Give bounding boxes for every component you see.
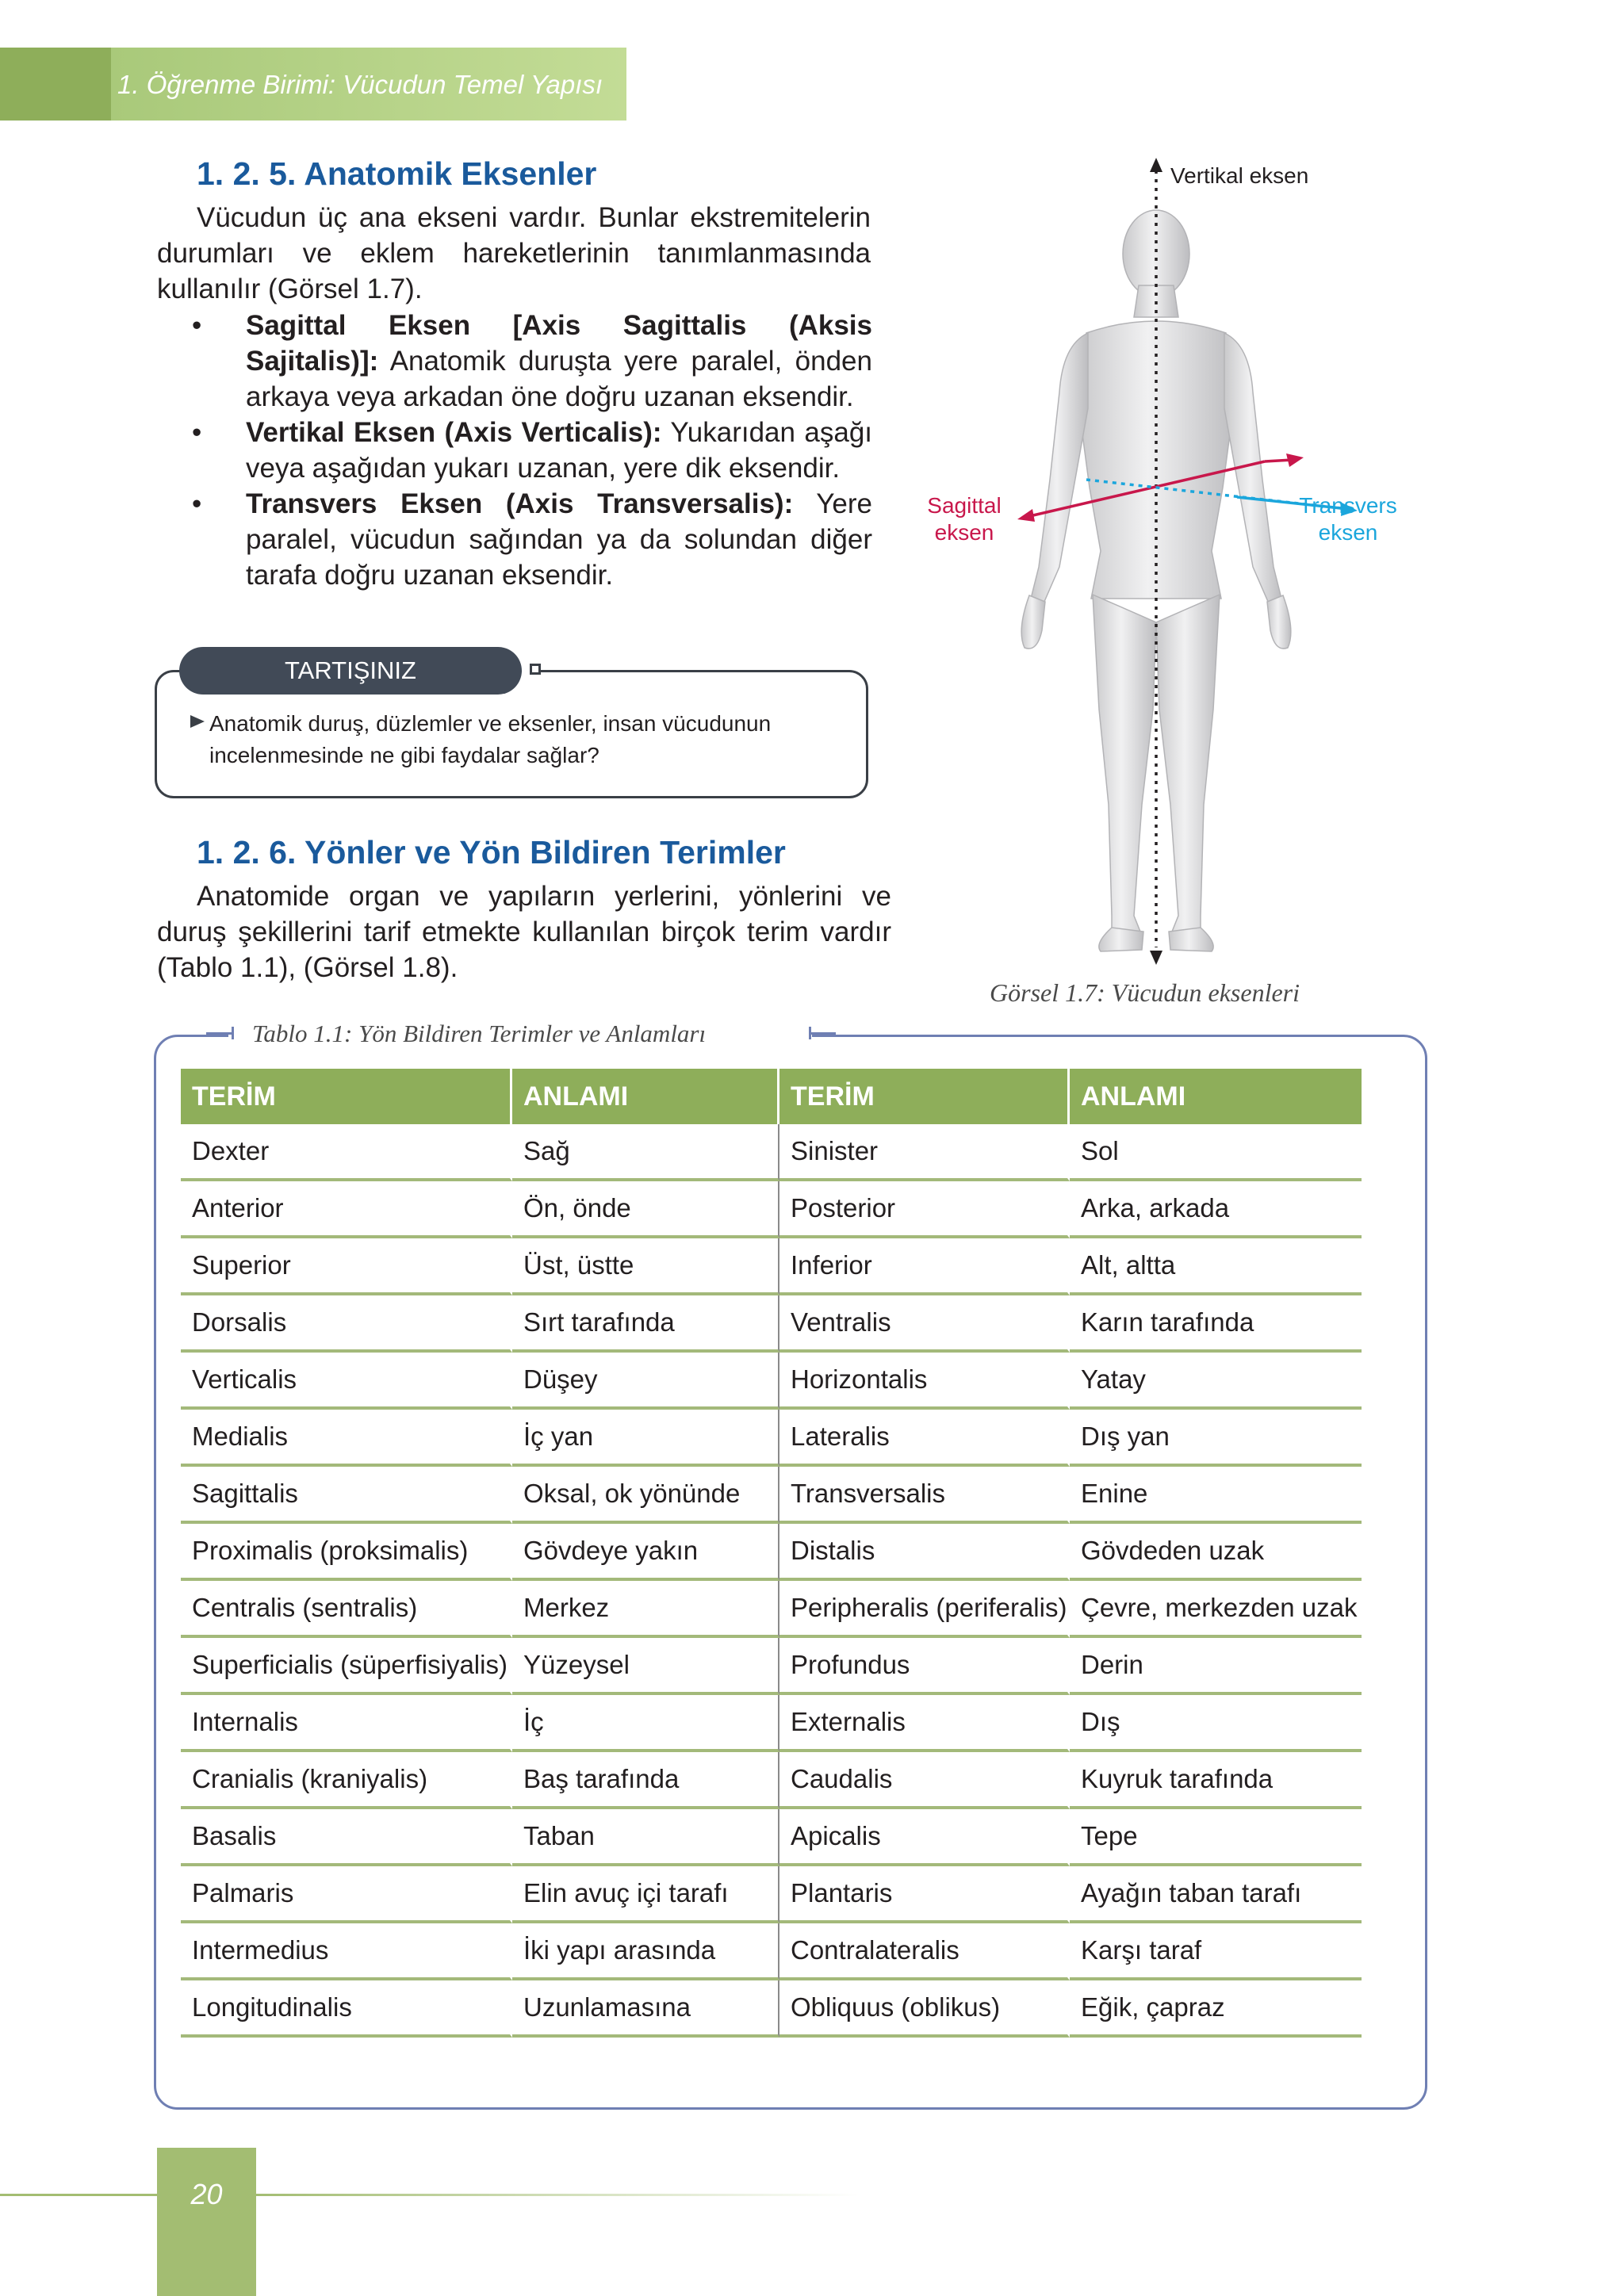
bullet-dot: • [192,310,202,341]
connector-square [530,664,541,675]
term-cell: Horizontalis [779,1353,1070,1410]
meaning-cell: Tepe [1070,1809,1362,1866]
bullet-dot: • [192,417,202,448]
term-cell: Sagittalis [181,1467,512,1524]
term-cell: Internalis [181,1695,512,1752]
meaning-cell: Dış [1070,1695,1362,1752]
term-cell: Posterior [779,1181,1070,1238]
table-row [181,1638,1362,1695]
table-row [181,1695,1362,1752]
table-row [181,1809,1362,1866]
meaning-cell: Kuyruk tarafında [1070,1752,1362,1809]
page-number: 20 [190,2178,223,2210]
meaning-cell: Dış yan [1070,1410,1362,1467]
term-cell: Transversalis [779,1467,1070,1524]
meaning-cell: Sağ [512,1124,779,1181]
table-row [181,1238,1362,1295]
meaning-cell: Çevre, merkezden uzak [1070,1581,1362,1638]
section-title-anatomic-axes: 1. 2. 5. Anatomik Eksenler [197,155,597,192]
term-cell: Dexter [181,1124,512,1181]
meaning-cell: Baş tarafında [512,1752,779,1809]
term-cell: Anterior [181,1181,512,1238]
transvers-axis-label-line2: eksen [1318,520,1378,545]
meaning-cell: Üst, üstte [512,1238,779,1295]
term-cell: Verticalis [181,1353,512,1410]
term-cell: Peripheralis (periferalis) [779,1581,1070,1638]
footer-rule-right [256,2194,859,2196]
axes-bullet-list [159,308,872,593]
caption-rule-right [809,1032,836,1035]
sagittal-axis-arrow-left [1017,509,1035,522]
section-title-direction-terms: 1. 2. 6. Yönler ve Yön Bildiren Terimler [197,834,786,871]
column-header: ANLAMI [1070,1069,1362,1124]
term-cell: Centralis (sentralis) [181,1581,512,1638]
table-body [181,1124,1362,2038]
term-cell: Plantaris [779,1866,1070,1923]
sagittal-axis-label-line1: Sagittal [927,493,1002,518]
meaning-cell: Arka, arkada [1070,1181,1362,1238]
term-cell: Contralateralis [779,1923,1070,1980]
bullet-dot: • [192,488,202,519]
table-header-row [181,1069,1362,1124]
term-cell: Ventralis [779,1295,1070,1353]
body-axes-illustration [904,155,1396,975]
meaning-cell: Düşey [512,1353,779,1410]
arrow-right-icon [189,713,206,730]
direction-intro-paragraph: Anatomide organ ve yapıların yerlerini, yönlerini ve duruş şekillerini tarif etmekte kullanılan birçok terim vardır (Tablo 1.1), (Görsel 1.8). [157,881,891,983]
meaning-cell: Elin avuç içi tarafı [512,1866,779,1923]
term-cell: Proximalis (proksimalis) [181,1524,512,1581]
term-cell: Obliquus (oblikus) [779,1980,1070,2038]
bullet-text: Yukarıdan aşağı veya aşağıdan yukarı uzanan, yere dik eksendir. [246,417,873,484]
meaning-cell: İç [512,1695,779,1752]
meaning-cell: Alt, altta [1070,1238,1362,1295]
page-number-tab [157,2148,256,2296]
meaning-cell: Sol [1070,1124,1362,1181]
meaning-cell: Karın tarafında [1070,1295,1362,1353]
vertical-axis-arrow-bottom [1150,951,1162,965]
meaning-cell: İç yan [512,1410,779,1467]
table-row [181,1866,1362,1923]
meaning-cell: Eğik, çapraz [1070,1980,1362,2038]
term-cell: Medialis [181,1410,512,1467]
footer-rule-left [0,2194,157,2196]
term-cell: Palmaris [181,1866,512,1923]
table-caption: Tablo 1.1: Yön Bildiren Terimler ve Anlamları [252,1020,707,1047]
table-row [181,1923,1362,1980]
meaning-cell: Merkez [512,1581,779,1638]
term-cell: Apicalis [779,1809,1070,1866]
term-cell: Lateralis [779,1410,1070,1467]
table-row [181,1581,1362,1638]
caption-rule-left [206,1032,233,1035]
table-row [181,1410,1362,1467]
table-row [181,1752,1362,1809]
transvers-axis-label-line1: Transvers [1299,493,1397,518]
column-header: TERİM [779,1069,1070,1124]
meaning-cell: Derin [1070,1638,1362,1695]
table-row [181,1295,1362,1353]
table-row [181,1524,1362,1581]
meaning-cell: Yatay [1070,1353,1362,1410]
term-cell: Superior [181,1238,512,1295]
term-cell: Caudalis [779,1752,1070,1809]
meaning-cell: Ön, önde [512,1181,779,1238]
bullet-sagittal [159,308,872,415]
meaning-cell: Gövdeden uzak [1070,1524,1362,1581]
column-header: TERİM [181,1069,512,1124]
vertical-axis-label: Vertikal eksen [1170,163,1309,188]
term-cell: Distalis [779,1524,1070,1581]
meaning-cell: Taban [512,1809,779,1866]
meaning-cell: Enine [1070,1467,1362,1524]
bullet-text: Anatomik duruşta yere paralel, önden arkaya veya arkadan öne doğru uzanan eksendir. [246,346,872,412]
table-row [181,1980,1362,2038]
term-cell: Longitudinalis [181,1980,512,2038]
table-row [181,1353,1362,1410]
meaning-cell: Gövdeye yakın [512,1524,779,1581]
unit-title: 1. Öğrenme Birimi: Vücudun Temel Yapısı [117,70,603,99]
caption-tick-left [232,1027,234,1039]
table-row [181,1124,1362,1181]
term-cell: Externalis [779,1695,1070,1752]
bullet-term: Transvers Eksen (Axis Transversalis): [246,488,794,519]
meaning-cell: Oksal, ok yönünde [512,1467,779,1524]
term-cell: Inferior [779,1238,1070,1295]
bullet-transvers [159,486,872,593]
meaning-cell: Sırt tarafında [512,1295,779,1353]
term-cell: Sinister [779,1124,1070,1181]
table-row [181,1467,1362,1524]
meaning-cell: İki yapı arasında [512,1923,779,1980]
discussion-question: Anatomik duruş, düzlemler ve eksenler, insan vücudunun incelenmesinde ne gibi faydalar sağlar? [209,711,772,767]
header-accent [0,48,111,121]
term-cell: Profundus [779,1638,1070,1695]
discussion-label: TARTIŞINIZ [179,647,522,695]
meaning-cell: Uzunlamasına [512,1980,779,2038]
term-cell: Basalis [181,1809,512,1866]
column-header: ANLAMI [512,1069,779,1124]
meaning-cell: Karşı taraf [1070,1923,1362,1980]
term-cell: Cranialis (kraniyalis) [181,1752,512,1809]
caption-tick-right [809,1027,811,1039]
bullet-term: Vertikal Eksen (Axis Verticalis): [246,417,662,448]
direction-terms-table [181,1069,1362,2038]
term-cell: Dorsalis [181,1295,512,1353]
vertical-axis-arrow-top [1150,158,1162,172]
bullet-vertical [159,415,872,486]
table-row [181,1181,1362,1238]
axes-intro-paragraph: Vücudun üç ana ekseni vardır. Bunlar ekstremitelerin durumları ve eklem hareketlerinin tanımlanmasında kullanılır (Görsel 1.7). [157,202,871,304]
bullet-text: Yere paralel, vücudun sağından ya da solundan diğer tarafa doğru uzanan eksendir. [246,488,873,591]
term-cell: Intermedius [181,1923,512,1980]
bullet-term: Sagittal Eksen [Axis Sagittalis (Aksis Sajitalis)]: [246,310,872,377]
figure-caption: Görsel 1.7: Vücudun eksenleri [990,978,1300,1007]
term-cell: Superficialis (süperfisiyalis) [181,1638,512,1695]
meaning-cell: Yüzeysel [512,1638,779,1695]
meaning-cell: Ayağın taban tarafı [1070,1866,1362,1923]
sagittal-axis-label-line2: eksen [934,520,994,545]
